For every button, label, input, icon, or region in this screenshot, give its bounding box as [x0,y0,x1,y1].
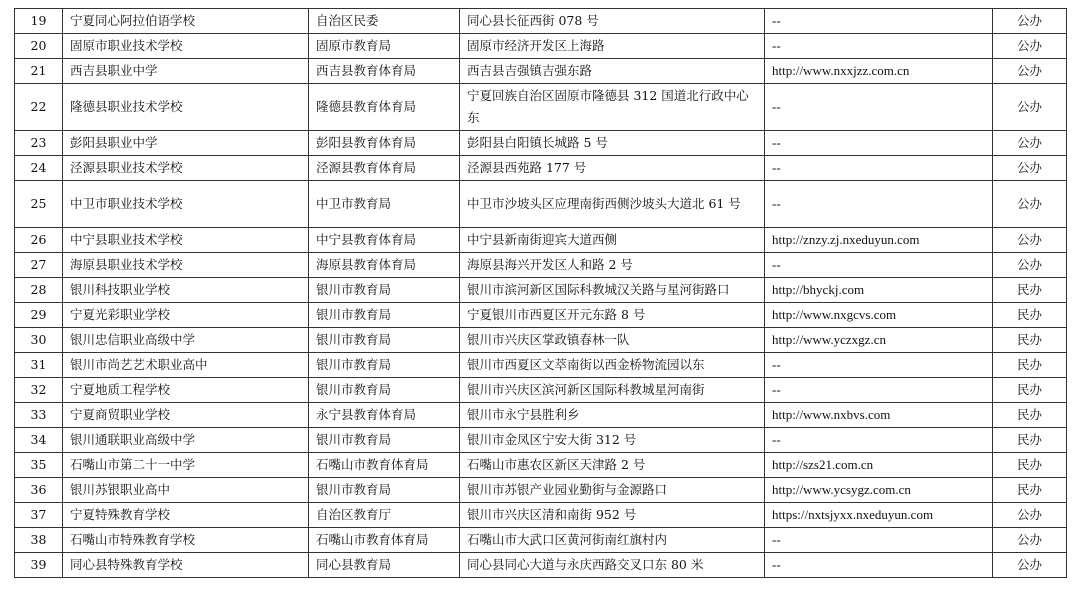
table-row [15,181,1067,228]
address: 泾源县西苑路 177 号 [460,156,765,181]
school-name: 同心县特殊教育学校 [63,553,309,578]
table-row [15,9,1067,34]
row-number: 35 [15,453,63,478]
school-type: 民办 [993,378,1067,403]
table-row [15,353,1067,378]
school-name: 银川苏银职业高中 [63,478,309,503]
address: 中宁县新南街迎宾大道西侧 [460,228,765,253]
address: 石嘴山市惠农区新区天津路 2 号 [460,453,765,478]
address: 银川市永宁县胜利乡 [460,403,765,428]
authority: 石嘴山市教育体育局 [309,528,460,553]
row-number: 21 [15,59,63,84]
authority: 银川市教育局 [309,478,460,503]
school-type: 民办 [993,453,1067,478]
school-name: 海原县职业技术学校 [63,253,309,278]
website: http://www.ycsygz.com.cn [765,478,993,503]
address: 银川市兴庆区清和南街 952 号 [460,503,765,528]
table-row [15,403,1067,428]
authority: 彭阳县教育体育局 [309,131,460,156]
row-number: 33 [15,403,63,428]
website: http://www.nxbvs.com [765,403,993,428]
table-row [15,59,1067,84]
school-type: 民办 [993,278,1067,303]
school-type: 公办 [993,181,1067,228]
table-row [15,131,1067,156]
table-row [15,84,1067,131]
row-number: 27 [15,253,63,278]
website: -- [765,428,993,453]
authority: 海原县教育体育局 [309,253,460,278]
website: -- [765,9,993,34]
website: -- [765,528,993,553]
authority: 银川市教育局 [309,353,460,378]
school-type: 公办 [993,253,1067,278]
address: 宁夏回族自治区固原市隆德县 312 国道北行政中心东 [460,84,765,131]
table-row [15,528,1067,553]
school-name: 中宁县职业技术学校 [63,228,309,253]
row-number: 30 [15,328,63,353]
school-name: 银川科技职业学校 [63,278,309,303]
address: 银川市西夏区文萃南街以西金桥物流园以东 [460,353,765,378]
authority: 隆德县教育体育局 [309,84,460,131]
website: http://bhyckj.com [765,278,993,303]
school-name: 石嘴山市第二十一中学 [63,453,309,478]
authority: 西吉县教育体育局 [309,59,460,84]
row-number: 34 [15,428,63,453]
authority: 中宁县教育体育局 [309,228,460,253]
authority: 自治区民委 [309,9,460,34]
row-number: 38 [15,528,63,553]
table-row [15,553,1067,578]
table-row [15,478,1067,503]
address: 同心县长征西街 078 号 [460,9,765,34]
authority: 自治区教育厅 [309,503,460,528]
table-row [15,303,1067,328]
website: -- [765,353,993,378]
address: 宁夏银川市西夏区开元东路 8 号 [460,303,765,328]
authority: 固原市教育局 [309,34,460,59]
school-type: 民办 [993,478,1067,503]
row-number: 25 [15,181,63,228]
authority: 泾源县教育体育局 [309,156,460,181]
school-name: 石嘴山市特殊教育学校 [63,528,309,553]
website: -- [765,253,993,278]
row-number: 19 [15,9,63,34]
authority: 银川市教育局 [309,303,460,328]
website: -- [765,181,993,228]
website: -- [765,34,993,59]
table-row [15,428,1067,453]
school-name: 泾源县职业技术学校 [63,156,309,181]
authority: 同心县教育局 [309,553,460,578]
school-name: 银川忠信职业高级中学 [63,328,309,353]
website: -- [765,378,993,403]
table-row [15,453,1067,478]
school-type: 民办 [993,403,1067,428]
website: -- [765,156,993,181]
row-number: 26 [15,228,63,253]
row-number: 31 [15,353,63,378]
address: 固原市经济开发区上海路 [460,34,765,59]
school-list-document [14,8,1066,578]
school-type: 公办 [993,503,1067,528]
authority: 银川市教育局 [309,328,460,353]
address: 同心县同心大道与永庆西路交叉口东 80 米 [460,553,765,578]
address: 石嘴山市大武口区黄河街南红旗村内 [460,528,765,553]
address: 彭阳县白阳镇长城路 5 号 [460,131,765,156]
school-type: 公办 [993,156,1067,181]
address: 银川市滨河新区国际科教城汉关路与星河街路口 [460,278,765,303]
school-name: 宁夏商贸职业学校 [63,403,309,428]
authority: 石嘴山市教育体育局 [309,453,460,478]
authority: 银川市教育局 [309,378,460,403]
website: -- [765,84,993,131]
school-name: 宁夏光彩职业学校 [63,303,309,328]
website: -- [765,553,993,578]
table-row [15,278,1067,303]
table-row [15,328,1067,353]
school-type: 公办 [993,34,1067,59]
address: 银川市金凤区宁安大街 312 号 [460,428,765,453]
authority: 永宁县教育体育局 [309,403,460,428]
row-number: 22 [15,84,63,131]
school-name: 银川市尚艺艺术职业高中 [63,353,309,378]
authority: 银川市教育局 [309,278,460,303]
school-name: 银川通联职业高级中学 [63,428,309,453]
school-name: 宁夏地质工程学校 [63,378,309,403]
row-number: 37 [15,503,63,528]
row-number: 24 [15,156,63,181]
school-type: 公办 [993,131,1067,156]
row-number: 28 [15,278,63,303]
table-row [15,378,1067,403]
table-row [15,503,1067,528]
school-type: 公办 [993,9,1067,34]
row-number: 23 [15,131,63,156]
address: 银川市兴庆区滨河新区国际科教城星河南街 [460,378,765,403]
address: 银川市苏银产业园业勤街与金源路口 [460,478,765,503]
school-table [14,8,1067,578]
school-name: 中卫市职业技术学校 [63,181,309,228]
row-number: 20 [15,34,63,59]
website: http://www.yczxgz.cn [765,328,993,353]
website: http://znzy.zj.nxeduyun.com [765,228,993,253]
row-number: 36 [15,478,63,503]
address: 银川市兴庆区掌政镇春林一队 [460,328,765,353]
authority: 中卫市教育局 [309,181,460,228]
school-table-body [15,9,1067,578]
website: -- [765,131,993,156]
school-name: 宁夏特殊教育学校 [63,503,309,528]
table-row [15,228,1067,253]
school-type: 民办 [993,303,1067,328]
school-name: 隆德县职业技术学校 [63,84,309,131]
row-number: 39 [15,553,63,578]
website: https://nxtsjyxx.nxeduyun.com [765,503,993,528]
table-row [15,156,1067,181]
address: 海原县海兴开发区人和路 2 号 [460,253,765,278]
school-type: 民办 [993,428,1067,453]
authority: 银川市教育局 [309,428,460,453]
school-type: 公办 [993,228,1067,253]
school-type: 民办 [993,328,1067,353]
school-name: 西吉县职业中学 [63,59,309,84]
table-row [15,34,1067,59]
row-number: 29 [15,303,63,328]
address: 中卫市沙坡头区应理南街西侧沙坡头大道北 61 号 [460,181,765,228]
school-name: 彭阳县职业中学 [63,131,309,156]
school-type: 民办 [993,353,1067,378]
school-type: 公办 [993,59,1067,84]
school-name: 宁夏同心阿拉伯语学校 [63,9,309,34]
school-type: 公办 [993,528,1067,553]
website: http://www.nxxjzz.com.cn [765,59,993,84]
website: http://www.nxgcvs.com [765,303,993,328]
school-type: 公办 [993,553,1067,578]
school-name: 固原市职业技术学校 [63,34,309,59]
table-row [15,253,1067,278]
website: http://szs21.com.cn [765,453,993,478]
address: 西吉县吉强镇吉强东路 [460,59,765,84]
school-type: 公办 [993,84,1067,131]
row-number: 32 [15,378,63,403]
